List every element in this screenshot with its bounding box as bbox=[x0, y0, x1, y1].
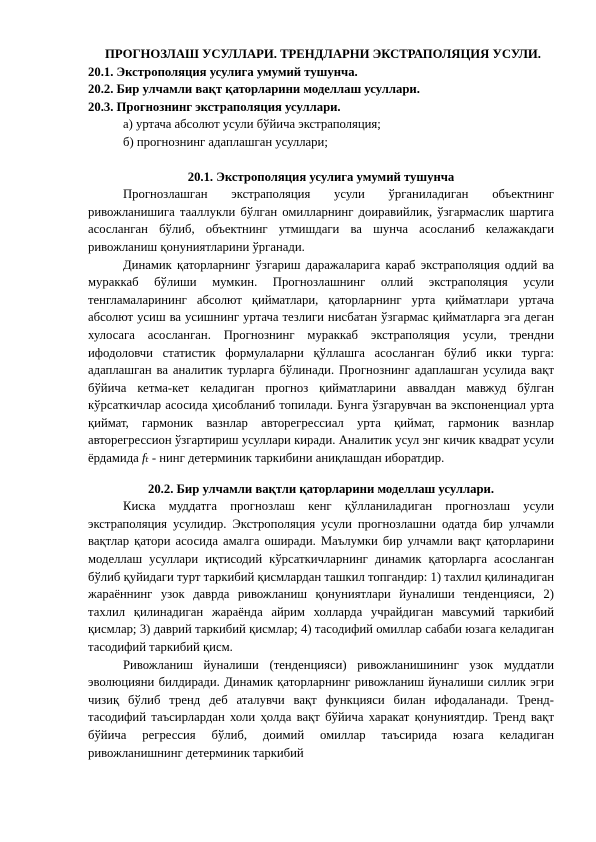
section-1-paragraph-2 bbox=[88, 257, 554, 468]
formula-ft: fₜ bbox=[141, 451, 149, 466]
section-1-paragraph-1: Прогнозлашган экстраполяция усули ўрганиладиган объектнинг ривожланишига тааллукли бўлган омилларнинг доиравийлик, ўзгармаслик шартига асосланган бўлиб, объектнинг утмишдаги ва шунча асосланиб келажакдаги ривожланиш қонуниятларини ўрганади. bbox=[88, 187, 554, 254]
toc-item-2: 20.2. Бир улчамли вақт қаторларини моделлаш усуллари. bbox=[88, 82, 420, 97]
section-2-paragraph-1: Киска муддатга прогнозлаш кенг қўлланиладиган прогнозлаш усули экстраполяция усулидир. Экстрополяция усули прогнозлашни одатда бир улчамли вақтлар қатори асосида амалга оширади. Маълумки бир улчамли вақт қаторларини моделлаш усуллари иқтисодий кўрсаткичларнинг динамик қаторларга асосланган бўлиб қуйидаги турт таркибий қисмлардан ташкил топгандир: 1) тахлил қилинадиган жараённинг узок даврда ривожланиш қонуниятлари йуналиши тенденцияси, 2) тахлил қилинадиган жараёнда айрим холларда учрайдиган мавсумий таркибий қисмлар; 3) даврий таркибий қисмлар; 4) тасодифий омиллар сабаби юзага келадиган тасодифий таркибий қисм. bbox=[88, 499, 554, 654]
spacer bbox=[88, 152, 554, 169]
toc-item-3: 20.3. Прогнознинг экстраполяция усуллари. bbox=[88, 99, 341, 114]
toc-subitem-a: а) уртача абсолют усули бўйича экстраполяция; bbox=[123, 117, 381, 132]
paragraph-text: Динамик қаторларнинг ўзгариш даражаларига караб экстраполяция оддий ва мураккаб бўлиши мумкин. Прогнозлашнинг оллий экстраполяция усули тенгламаларининг абсолют қийматлари, қаторларнинг урта қийматлари уртача абсолют усиш ва усишнинг уртача тезлиги нисбатан ўзгармас қийматларга эга деган хулосага асосланган. Прогнознинг мураккаб экстраполяция усули, трендни ифодоловчи статистик формулаларни қўллашга асосланган бўлиб икки турга: адаплашган ва аналитик турларга бўлинади. Прогнознинг адаплашган усулида вақт бўйича кетма-кет келадиган прогноз қийматларини аввалдан мавжуд бўлган кўрсаткичлар асосида ҳисобланиб топилади. Бунга ўзгарувчан ва экспоненциал урта қиймат, гармоник вазнлар авторегрессиал урта қиймат, гармоник вазнлар авторегрессион ўзгартириш усуллари киради. Аналитик усул энг кичик квадрат усули ёрдамида bbox=[88, 257, 554, 466]
toc-subitem-b: б) прогнознинг адаплашган усуллари; bbox=[123, 134, 328, 149]
spacer bbox=[88, 468, 554, 481]
section-1-heading: 20.1. Экстрополяция усулига умумий тушунча bbox=[187, 169, 455, 184]
paragraph-text-end: - нинг детерминик таркибини аниқлашдан иборатдир. bbox=[151, 451, 445, 466]
toc-item-1: 20.1. Экстрополяция усулига умумий тушунча. bbox=[88, 64, 358, 79]
section-2-heading: 20.2. Бир улчамли вақтли қаторларини моделлаш усуллари. bbox=[147, 481, 494, 496]
document-page bbox=[88, 46, 554, 762]
section-2-paragraph-2: Ривожланиш йуналиши (тенденцияси) ривожланишининг узок муддатли эволюцияни билдиради. Динамик қаторларнинг ривожланиш йуналиши силлик эгри чизиқ бўлиб тренд деб аталувчи вақт функцияси билан ифодаланади. Тренд-тасодифий таъсирлардан холи ҳолда вақт бўйича харакат қонуниятдир. Тренд вақт бўйича регрессия бўлиб, доимий омиллар таъсирида юзага келадиган ривожланишнинг детерминик таркибий bbox=[88, 657, 554, 760]
document-title: ПРОГНОЗЛАШ УСУЛЛАРИ. ТРЕНДЛАРНИ ЭКСТРАПОЛЯЦИЯ УСУЛИ. bbox=[105, 47, 541, 61]
